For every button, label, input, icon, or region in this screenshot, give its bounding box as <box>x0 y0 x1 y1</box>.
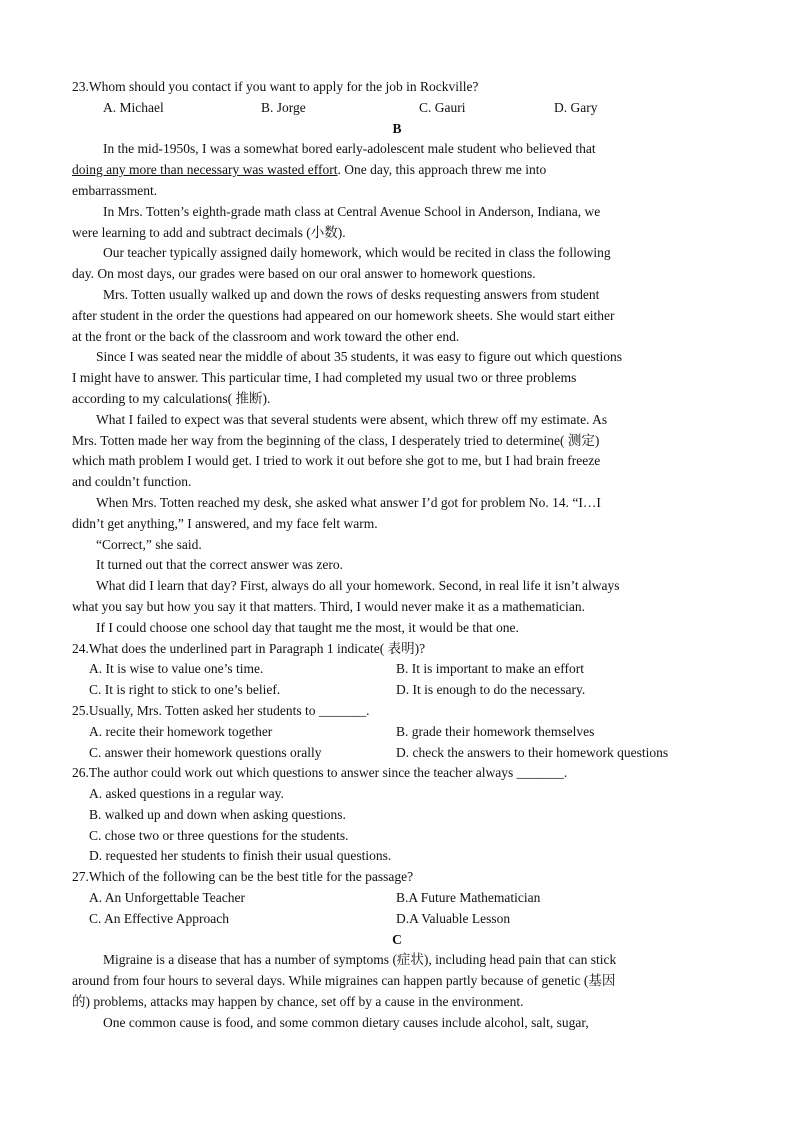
b-paragraph-1-tail: . One day, this approach threw me into <box>337 162 547 178</box>
option-c[interactable]: C. It is right to stick to one’s belief. <box>89 682 281 698</box>
question-24-options-row-1 <box>72 659 722 680</box>
option-d[interactable]: D. requested her students to finish their usual questions. <box>89 848 392 864</box>
b-paragraph-6-line-2: Mrs. Totten made her way from the beginning of the class, I desperately tried to determine( 测定) <box>72 432 600 448</box>
b-paragraph-2-line-2: were learning to add and subtract decimals (小数). <box>72 224 346 240</box>
b-paragraph-1-line-3: embarrassment. <box>72 182 158 198</box>
option-a[interactable]: A. An Unforgettable Teacher <box>89 890 246 906</box>
c-paragraph-1-line-1: Migraine is a disease that has a number of symptoms (症状), including head pain that can stick <box>103 952 617 968</box>
b-paragraph-3-line-1: Our teacher typically assigned daily homework, which would be recited in class the following <box>103 245 611 261</box>
c-paragraph-1-line-3: 的) problems, attacks may happen by chance, set off by a cause in the environment. <box>72 994 524 1010</box>
underlined-phrase: doing any more than necessary was wasted effort <box>72 162 338 178</box>
c-paragraph-2-line-1: One common cause is food, and some common dietary causes include alcohol, salt, sugar, <box>103 1014 589 1030</box>
option-c[interactable]: C. Gauri <box>419 99 466 115</box>
option-d[interactable]: D. Gary <box>554 99 598 115</box>
b-paragraph-7-line-2: didn’t get anything,” I answered, and my face felt warm. <box>72 515 378 531</box>
option-a[interactable]: A. Michael <box>103 99 164 115</box>
question-24-stem: 24.What does the underlined part in Paragraph 1 indicate( 表明)? <box>72 640 426 656</box>
question-24-options-row-2 <box>72 680 722 701</box>
b-paragraph-6-line-3: which math problem I would get. I tried to work it out before she got to me, but I had brain freeze <box>72 453 601 469</box>
question-25-options-row-2 <box>72 743 722 764</box>
b-paragraph-10-line-1: What did I learn that day? First, always do all your homework. Second, in real life it isn’t always <box>96 578 620 594</box>
b-paragraph-3-line-2: day. On most days, our grades were based on our oral answer to homework questions. <box>72 266 536 282</box>
b-paragraph-7-line-1: When Mrs. Totten reached my desk, she asked what answer I’d got for problem No. 14. “I…I <box>96 494 601 510</box>
option-d[interactable]: D. check the answers to their homework questions <box>396 744 669 760</box>
b-paragraph-1-line-1: In the mid-1950s, I was a somewhat bored early-adolescent male student who believed that <box>103 141 596 157</box>
option-a[interactable]: A. recite their homework together <box>89 723 273 739</box>
question-27-options-row-1 <box>72 888 722 909</box>
b-paragraph-11: If I could choose one school day that taught me the most, it would be that one. <box>96 619 519 635</box>
b-paragraph-9: It turned out that the correct answer was zero. <box>96 557 344 573</box>
option-a[interactable]: A. It is wise to value one’s time. <box>89 661 264 677</box>
option-b[interactable]: B. It is important to make an effort <box>396 661 584 677</box>
b-paragraph-8: “Correct,” she said. <box>96 536 202 552</box>
question-25-stem: 25.Usually, Mrs. Totten asked her students to _______. <box>72 702 370 718</box>
option-b[interactable]: B.A Future Mathematician <box>396 890 541 906</box>
b-paragraph-6-line-4: and couldn’t function. <box>72 474 192 490</box>
b-paragraph-5-line-3: according to my calculations( 推断). <box>72 390 271 406</box>
question-27-stem: 27.Which of the following can be the best title for the passage? <box>72 869 414 885</box>
question-23-options <box>72 98 722 119</box>
question-23-stem: 23.Whom should you contact if you want to apply for the job in Rockville? <box>72 79 479 94</box>
b-paragraph-6-line-1: What I failed to expect was that several students were absent, which threw off my estimate. As <box>96 411 608 427</box>
b-paragraph-1-line-2 <box>72 160 722 181</box>
option-d[interactable]: D. It is enough to do the necessary. <box>396 682 586 698</box>
question-26-stem: 26.The author could work out which questions to answer since the teacher always _______. <box>72 765 568 781</box>
option-b[interactable]: B. Jorge <box>261 99 306 115</box>
b-paragraph-5-line-1: Since I was seated near the middle of about 35 students, it was easy to figure out which questions <box>96 349 623 365</box>
question-27-options-row-2 <box>72 909 722 930</box>
b-paragraph-4-line-1: Mrs. Totten usually walked up and down the rows of desks requesting answers from student <box>103 286 600 302</box>
option-b[interactable]: B. walked up and down when asking questions. <box>89 806 346 822</box>
b-paragraph-10-line-2: what you say but how you say it that matters. Third, I would never make it as a mathematician. <box>72 598 585 614</box>
section-b-heading: B <box>392 120 402 136</box>
option-c[interactable]: C. An Effective Approach <box>89 910 229 926</box>
b-paragraph-4-line-3: at the front or the back of the classroom and work toward the other end. <box>72 328 460 344</box>
option-b[interactable]: B. grade their homework themselves <box>396 723 595 739</box>
exam-page <box>72 77 722 1034</box>
b-paragraph-5-line-2: I might have to answer. This particular time, I had completed my usual two or three problems <box>72 370 577 386</box>
option-d[interactable]: D.A Valuable Lesson <box>396 910 511 926</box>
b-paragraph-4-line-2: after student in the order the questions had appeared on our homework sheets. She would start either <box>72 307 615 323</box>
section-c-heading: C <box>392 931 402 947</box>
option-c[interactable]: C. chose two or three questions for the students. <box>89 827 349 843</box>
question-25-options-row-1 <box>72 722 722 743</box>
b-paragraph-2-line-1: In Mrs. Totten’s eighth-grade math class at Central Avenue School in Anderson, Indiana, we <box>103 203 601 219</box>
option-c[interactable]: C. answer their homework questions orally <box>89 744 322 760</box>
option-a[interactable]: A. asked questions in a regular way. <box>89 786 284 802</box>
c-paragraph-1-line-2: around from four hours to several days. While migraines can happen partly because of genetic (基因 <box>72 973 616 989</box>
